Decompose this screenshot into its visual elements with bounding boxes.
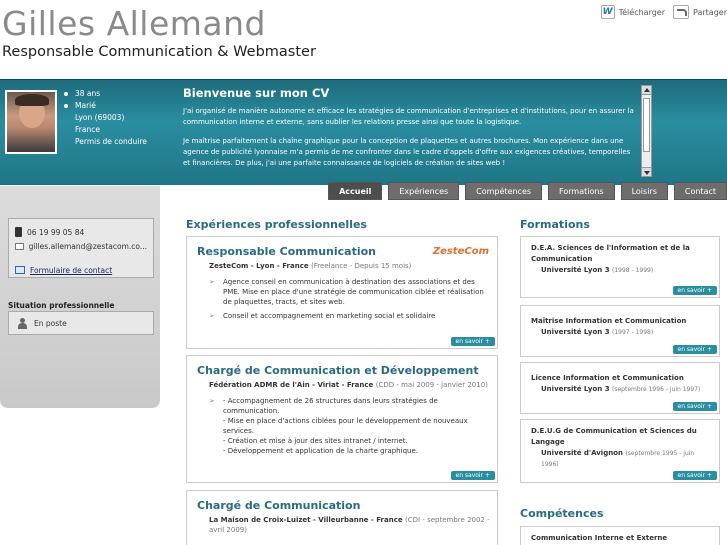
- experience-org: La Maison de Croix-Luizet - Villeurbanne - France (CDI - septembre 2002 - avril 2009): [209, 516, 490, 534]
- sidebar: [0, 186, 160, 408]
- experience-bullet: ➢ - Accompagnement de 26 structures dans leurs stratégies de communication. - Mise en place d'actions ciblées pour le développement de nouveaux services. - Création et mise à jour des sites intranet / internet. - Développement et application de la charte graphique.: [209, 396, 487, 456]
- phone-number: 06 19 99 05 84: [27, 227, 85, 237]
- page-subtitle: Responsable Communication & Webmaster: [2, 44, 316, 60]
- avatar: [5, 90, 57, 154]
- formations-title: Formations: [520, 218, 590, 231]
- formation-title: D.E.A. Sciences de l'Information et de la Communication: [531, 244, 690, 263]
- profile-license: Permis de conduire: [75, 137, 147, 146]
- experience-card: [186, 355, 498, 483]
- nav-tabs: [328, 182, 727, 200]
- word-icon: W: [601, 5, 615, 19]
- formation-title: Maîtrise Information et Communication: [531, 317, 687, 325]
- share-button[interactable]: [673, 5, 727, 19]
- competences-title: Compétences: [520, 507, 604, 520]
- experience-org: Fédération ADMR de l'Ain - Viriat - France (CDD - mai 2009 - janvier 2010): [209, 381, 488, 389]
- download-label: Télécharger: [618, 7, 666, 17]
- situation-value: En poste: [34, 318, 67, 328]
- more-button[interactable]: en savoir +: [451, 471, 496, 480]
- welcome-title: Bienvenue sur mon CV: [183, 86, 330, 100]
- tab-experiences[interactable]: Expériences: [388, 182, 459, 200]
- profile-country: France: [75, 125, 100, 134]
- experience-org: ZesteCom - Lyon - France (Freelance - Depuis 15 mois): [209, 262, 412, 270]
- more-button[interactable]: en savoir +: [673, 402, 718, 411]
- formation-card: [520, 419, 720, 483]
- more-button[interactable]: en savoir +: [673, 471, 718, 480]
- competence-card: [520, 526, 720, 545]
- mail-icon: [15, 243, 24, 250]
- experience-bullet: ➢ Conseil et accompagnement en marketing social et solidaire: [209, 311, 487, 321]
- formation-univ: Université Lyon 3 (septembre 1996 - juin 1997): [541, 385, 701, 393]
- more-button[interactable]: en savoir +: [673, 286, 718, 295]
- profile-status: Marié: [64, 100, 147, 112]
- formation-univ: Université Lyon 3 (1997 - 1998): [541, 328, 654, 336]
- tab-accueil[interactable]: Accueil: [328, 182, 382, 200]
- tab-formations[interactable]: Formations: [548, 182, 615, 200]
- email-address[interactable]: gilles.allemand@zestacom.co...: [28, 241, 147, 251]
- form-icon: [15, 266, 25, 274]
- contact-form-link[interactable]: Formulaire de contact: [30, 265, 113, 275]
- scroll-up-icon[interactable]: [642, 86, 651, 95]
- formation-card: [520, 362, 720, 414]
- email-row[interactable]: [15, 239, 147, 253]
- company-logo: ZesteCom: [432, 246, 489, 257]
- tab-competences[interactable]: Compétences: [465, 182, 542, 200]
- contact-form-row[interactable]: [15, 263, 147, 277]
- formation-card: [520, 236, 720, 298]
- contact-card: [8, 218, 154, 278]
- experience-bullet: ➢ Agence conseil en communication à destination des associations et des PME. Mise en place d'une stratégie de communication ciblée et réalisation de plaquettes, tracts, et sites web.: [209, 277, 487, 307]
- tab-contact[interactable]: Contact: [674, 182, 727, 200]
- intro-band: [0, 79, 727, 185]
- formation-title: D.E.U.G de Communication et Sciences du Langage: [531, 427, 697, 446]
- welcome-section: [183, 86, 635, 177]
- welcome-paragraph-1: J'ai organisé de manière autonome et efficace les stratégies de communication d'entreprises et d'institutions, pour en assurer la communication interne et externe, sans oublier les relations presse ainsi que toute la logistique.: [183, 107, 634, 126]
- welcome-scrollbar[interactable]: [641, 85, 652, 177]
- share-label: Partager: [693, 7, 727, 17]
- formation-univ: Université Lyon 3 (1998 - 1999): [541, 266, 654, 274]
- download-button[interactable]: [601, 5, 665, 19]
- phone-icon: [15, 227, 22, 237]
- scroll-thumb[interactable]: [643, 98, 650, 152]
- experience-title: Responsable Communication: [197, 245, 376, 258]
- scroll-down-icon[interactable]: [642, 167, 651, 176]
- more-button[interactable]: en savoir +: [673, 345, 718, 354]
- more-button[interactable]: en savoir +: [451, 337, 496, 346]
- experience-bullets: [209, 277, 487, 321]
- profile-info: [64, 88, 147, 148]
- share-icon: [673, 5, 689, 19]
- experiences-title: Expériences professionnelles: [186, 218, 367, 231]
- phone-row: [15, 225, 147, 239]
- experience-card: [186, 490, 498, 545]
- user-icon: [17, 318, 28, 329]
- situation-title: Situation professionnelle: [8, 301, 115, 310]
- page-title: Gilles Allemand: [2, 4, 267, 43]
- profile-age: 38 ans: [64, 88, 147, 100]
- toolbar: [601, 5, 727, 19]
- experience-card: [186, 236, 498, 349]
- competence-title: Communication Interne et Externe: [531, 534, 668, 542]
- experience-title: Chargé de Communication: [197, 499, 361, 512]
- formation-univ: Université d'Avignon (septembre 1995 - juin 1996): [541, 449, 695, 468]
- experience-title: Chargé de Communication et Développement: [197, 364, 479, 377]
- experience-bullets: [209, 396, 487, 456]
- formation-card: [520, 305, 720, 357]
- tab-loisirs[interactable]: Loisirs: [621, 182, 668, 200]
- welcome-paragraph-2: Je maîtrise parfaitement la chaîne graphique pour la conception de plaquettes et autres brochures. Mon expérience dans une agence de publicité lyonnaise m'a permis de me confronter dans le cadre d'appels d'offre aux exigences créatives, temporelles et financières. De plus, j'ai une parfaite connaissance de logiciels de création de sites web !: [183, 137, 631, 167]
- formation-title: Licence Information et Communication: [531, 374, 684, 382]
- situation-card: [8, 311, 154, 335]
- profile-city: Lyon (69003): [75, 113, 125, 122]
